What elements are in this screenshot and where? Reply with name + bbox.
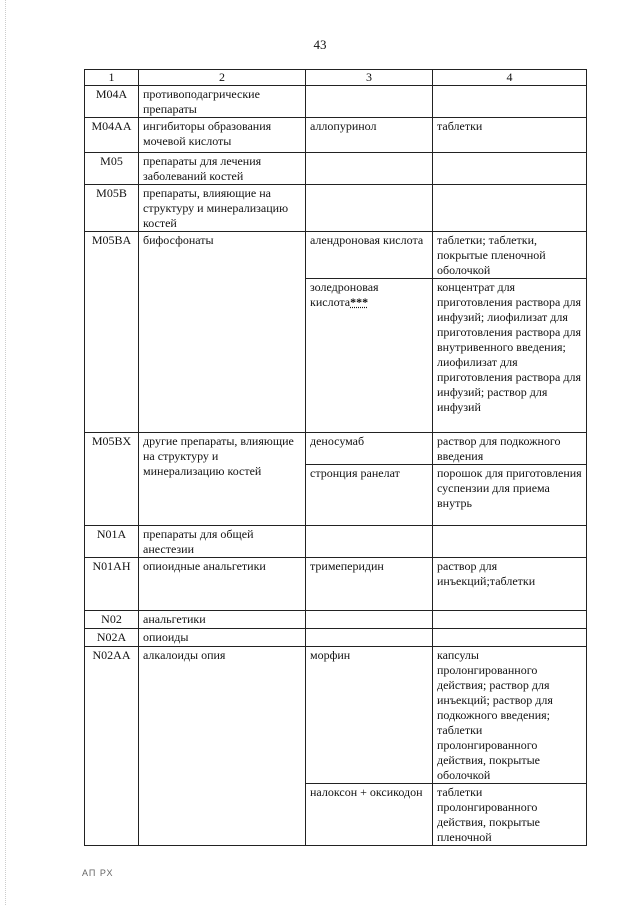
- scan-edge: [5, 0, 7, 905]
- form-cell: [433, 86, 587, 118]
- form-cell: [433, 526, 587, 558]
- form-cell: таблетки: [433, 118, 587, 153]
- form-cell: [433, 611, 587, 629]
- page-number: 43: [313, 37, 327, 52]
- group-cell: противоподагрические препараты: [139, 86, 306, 118]
- table-row: [85, 558, 587, 611]
- form-cell: [433, 629, 587, 647]
- form-cell: раствор для подкожного введения: [433, 433, 587, 465]
- group-cell: ингибиторы образования мочевой кислоты: [139, 118, 306, 153]
- column-header: 3: [306, 70, 433, 86]
- group-cell: препараты, влияющие на структуру и минерализацию костей: [139, 185, 306, 232]
- footer-mark: АП РХ: [82, 868, 114, 878]
- table-row: [85, 647, 587, 784]
- substance-cell: морфин: [306, 647, 433, 784]
- atc-code-cell: M05BX: [85, 433, 139, 526]
- table-row: [85, 433, 587, 465]
- column-header: 1: [85, 70, 139, 86]
- table-row: [85, 153, 587, 185]
- form-cell: [433, 185, 587, 232]
- group-cell: препараты для общей анестезии: [139, 526, 306, 558]
- table-row: [85, 526, 587, 558]
- form-cell: таблетки; таблетки, покрытые пленочной оболочкой: [433, 232, 587, 279]
- substance-name: золедроновая кислота: [310, 280, 379, 309]
- substance-cell: алендроновая кислота: [306, 232, 433, 279]
- form-cell: капсулы пролонгированного действия; раствор для инъекций; раствор для подкожного введения; таблетки пролонгированного действия, покрытые оболочкой: [433, 647, 587, 784]
- column-header: 4: [433, 70, 587, 86]
- atc-code-cell: N01A: [85, 526, 139, 558]
- substance-cell: [306, 629, 433, 647]
- atc-code-cell: N02A: [85, 629, 139, 647]
- table-row: [85, 232, 587, 279]
- atc-code-cell: M04A: [85, 86, 139, 118]
- header-row: [85, 70, 587, 86]
- column-header: 2: [139, 70, 306, 86]
- table-row: [85, 611, 587, 629]
- substance-cell: налоксон + оксикодон: [306, 784, 433, 846]
- atc-code-cell: M05: [85, 153, 139, 185]
- atc-code-cell: M05B: [85, 185, 139, 232]
- atc-code-cell: N01AH: [85, 558, 139, 611]
- table-row: [85, 185, 587, 232]
- group-cell: препараты для лечения заболеваний костей: [139, 153, 306, 185]
- table-row: [85, 86, 587, 118]
- atc-code-cell: N02AA: [85, 647, 139, 846]
- substance-cell: [306, 185, 433, 232]
- form-cell: порошок для приготовления суспензии для приема внутрь: [433, 465, 587, 526]
- form-cell: раствор для инъекций;таблетки: [433, 558, 587, 611]
- footnote-mark: ***: [350, 295, 369, 309]
- substance-cell: деносумаб: [306, 433, 433, 465]
- atc-code-cell: N02: [85, 611, 139, 629]
- group-cell: анальгетики: [139, 611, 306, 629]
- substance-cell: тримеперидин: [306, 558, 433, 611]
- substance-cell: [306, 526, 433, 558]
- group-cell: алкалоиды опия: [139, 647, 306, 846]
- form-cell: [433, 153, 587, 185]
- table-row: [85, 118, 587, 153]
- atc-code-cell: M04AA: [85, 118, 139, 153]
- form-cell: концентрат для приготовления раствора для инфузий; лиофилизат для приготовления раствора для внутривенного введения; лиофилизат для приготовления раствора для инфузий; раствор для инфузий: [433, 279, 587, 433]
- group-cell: опиоиды: [139, 629, 306, 647]
- substance-cell: аллопуринол: [306, 118, 433, 153]
- substance-cell: [306, 611, 433, 629]
- substance-cell: [306, 153, 433, 185]
- substance-cell: стронция ранелат: [306, 465, 433, 526]
- drug-table: [84, 69, 587, 846]
- group-cell: опиоидные анальгетики: [139, 558, 306, 611]
- substance-cell: [306, 279, 433, 433]
- atc-code-cell: M05BA: [85, 232, 139, 433]
- substance-cell: [306, 86, 433, 118]
- form-cell: таблетки пролонгированного действия, покрытые пленочной: [433, 784, 587, 846]
- group-cell: бифосфонаты: [139, 232, 306, 433]
- table-row: [85, 629, 587, 647]
- group-cell: другие препараты, влияющие на структуру и минерализацию костей: [139, 433, 306, 526]
